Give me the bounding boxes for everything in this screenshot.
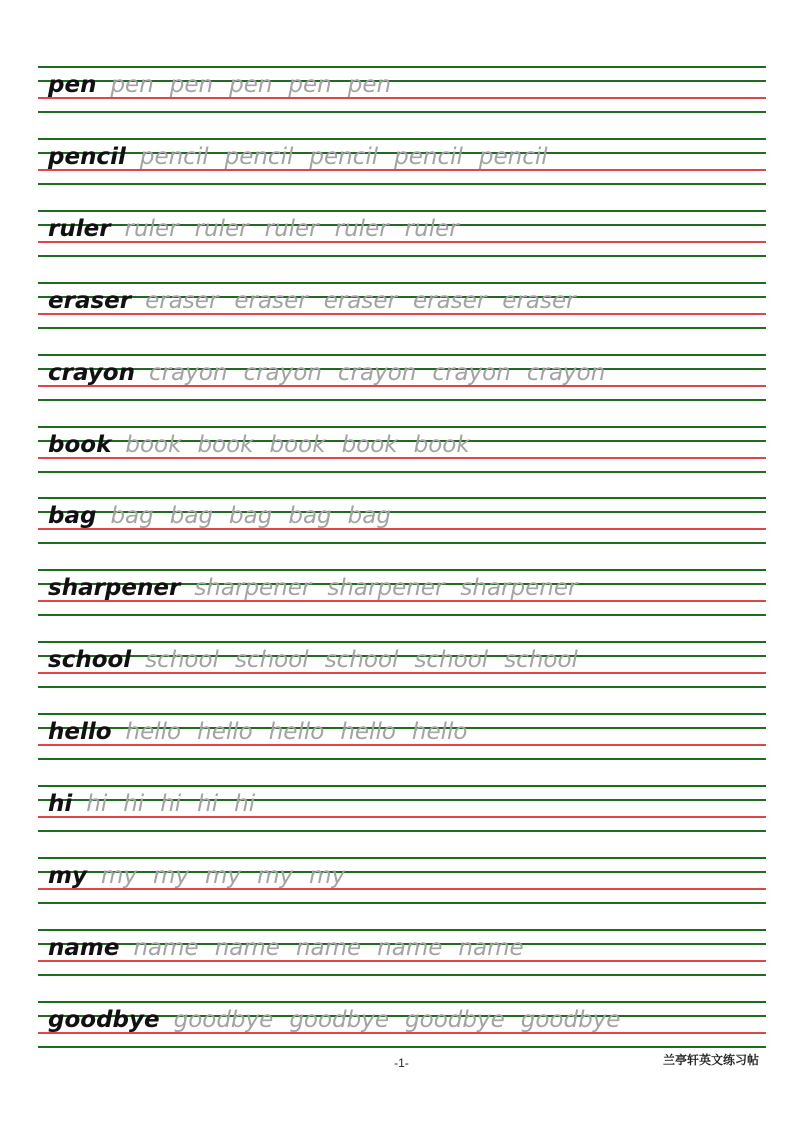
trace-word: ruler bbox=[404, 216, 459, 242]
bottom-guide-line bbox=[38, 471, 766, 473]
trace-word: ruler bbox=[264, 216, 319, 242]
row-words bbox=[48, 789, 271, 819]
practice-row bbox=[38, 497, 766, 545]
trace-word: sharpener bbox=[460, 575, 578, 601]
row-words bbox=[48, 717, 484, 747]
bottom-guide-line bbox=[38, 255, 766, 257]
trace-word: pen bbox=[288, 72, 332, 98]
trace-word: hello bbox=[197, 719, 253, 745]
trace-word: bag bbox=[288, 503, 332, 529]
top-guide-line bbox=[38, 641, 766, 643]
model-word: crayon bbox=[48, 360, 135, 386]
trace-word: bag bbox=[169, 503, 214, 529]
trace-word: pencil bbox=[139, 144, 209, 170]
trace-word: hi bbox=[86, 791, 108, 817]
trace-word: goodbye bbox=[520, 1007, 621, 1033]
model-word: book bbox=[48, 432, 112, 458]
trace-word: name bbox=[214, 935, 280, 961]
top-guide-line bbox=[38, 354, 766, 356]
model-word: bag bbox=[48, 503, 97, 529]
model-word: school bbox=[48, 647, 132, 673]
bottom-guide-line bbox=[38, 183, 766, 185]
top-guide-line bbox=[38, 138, 766, 140]
model-word: hi bbox=[48, 791, 73, 817]
trace-word: book bbox=[197, 432, 254, 458]
trace-word: crayon bbox=[243, 360, 322, 386]
row-words bbox=[48, 645, 594, 675]
trace-word: my bbox=[153, 863, 190, 889]
trace-word: hello bbox=[411, 719, 468, 745]
trace-word: sharpener bbox=[194, 575, 312, 601]
page-number: -1- bbox=[394, 1056, 409, 1070]
trace-word: pen bbox=[169, 72, 214, 98]
practice-row bbox=[38, 857, 766, 905]
trace-word: crayon bbox=[148, 360, 228, 386]
trace-word: ruler bbox=[124, 216, 179, 242]
trace-word: name bbox=[377, 935, 443, 961]
trace-word: pen bbox=[229, 72, 273, 98]
trace-word: book bbox=[413, 432, 470, 458]
practice-row bbox=[38, 66, 766, 114]
model-word: hello bbox=[48, 719, 112, 745]
bottom-guide-line bbox=[38, 399, 766, 401]
top-guide-line bbox=[38, 785, 766, 787]
bottom-guide-line bbox=[38, 974, 766, 976]
trace-word: hello bbox=[340, 719, 396, 745]
top-guide-line bbox=[38, 210, 766, 212]
trace-word: name bbox=[295, 935, 362, 961]
trace-word: bag bbox=[347, 503, 391, 529]
brand-label: 兰亭轩英文练习帖 bbox=[662, 1053, 759, 1067]
trace-word: pencil bbox=[394, 144, 463, 170]
trace-word: bag bbox=[110, 503, 154, 529]
row-words bbox=[48, 70, 407, 100]
bottom-guide-line bbox=[38, 542, 766, 544]
bottom-guide-line bbox=[38, 830, 766, 832]
trace-word: pen bbox=[110, 72, 154, 98]
trace-word: book bbox=[125, 432, 182, 458]
row-words bbox=[48, 501, 407, 531]
trace-word: eraser bbox=[323, 288, 397, 314]
trace-word: bag bbox=[229, 503, 273, 529]
model-word: name bbox=[48, 935, 120, 961]
trace-word: hello bbox=[125, 719, 182, 745]
row-words bbox=[48, 358, 621, 388]
trace-word: pencil bbox=[478, 144, 548, 170]
model-word: sharpener bbox=[48, 575, 181, 601]
trace-word: school bbox=[234, 647, 309, 673]
row-words bbox=[48, 1005, 636, 1035]
practice-row bbox=[38, 929, 766, 977]
trace-word: name bbox=[458, 935, 524, 961]
trace-word: school bbox=[504, 647, 578, 673]
trace-word: book bbox=[341, 432, 398, 458]
top-guide-line bbox=[38, 1001, 766, 1003]
trace-word: pen bbox=[347, 72, 392, 98]
trace-word: my bbox=[309, 863, 346, 889]
row-words bbox=[48, 142, 564, 172]
practice-row bbox=[38, 1001, 766, 1049]
top-guide-line bbox=[38, 497, 766, 499]
top-guide-line bbox=[38, 426, 766, 428]
trace-word: pencil bbox=[309, 144, 379, 170]
practice-row bbox=[38, 138, 766, 186]
practice-row bbox=[38, 282, 766, 330]
row-words bbox=[48, 430, 486, 460]
top-guide-line bbox=[38, 929, 766, 931]
top-guide-line bbox=[38, 857, 766, 859]
trace-word: hi bbox=[234, 791, 256, 817]
model-word: my bbox=[48, 863, 87, 889]
trace-word: my bbox=[100, 863, 137, 889]
model-word: ruler bbox=[48, 216, 111, 242]
trace-word: crayon bbox=[337, 360, 417, 386]
model-word: pen bbox=[48, 72, 97, 98]
trace-word: pencil bbox=[224, 144, 294, 170]
practice-row bbox=[38, 354, 766, 402]
top-guide-line bbox=[38, 569, 766, 571]
trace-word: ruler bbox=[194, 216, 249, 242]
row-words bbox=[48, 861, 361, 891]
bottom-guide-line bbox=[38, 686, 766, 688]
bottom-guide-line bbox=[38, 327, 766, 329]
bottom-guide-line bbox=[38, 758, 766, 760]
model-word: goodbye bbox=[48, 1007, 160, 1033]
trace-word: school bbox=[145, 647, 219, 673]
practice-row bbox=[38, 641, 766, 689]
trace-word: goodbye bbox=[405, 1007, 505, 1033]
trace-word: hello bbox=[268, 719, 325, 745]
row-words bbox=[48, 214, 475, 244]
top-guide-line bbox=[38, 282, 766, 284]
trace-word: goodbye bbox=[173, 1007, 274, 1033]
trace-word: eraser bbox=[502, 288, 576, 314]
top-guide-line bbox=[38, 713, 766, 715]
trace-word: ruler bbox=[334, 216, 389, 242]
bottom-guide-line bbox=[38, 902, 766, 904]
model-word: pencil bbox=[48, 144, 126, 170]
practice-row bbox=[38, 210, 766, 258]
bottom-guide-line bbox=[38, 614, 766, 616]
trace-word: eraser bbox=[234, 288, 308, 314]
trace-word: eraser bbox=[413, 288, 487, 314]
trace-word: school bbox=[324, 647, 399, 673]
model-word: eraser bbox=[48, 288, 132, 314]
row-words bbox=[48, 573, 593, 603]
trace-word: crayon bbox=[526, 360, 606, 386]
bottom-guide-line bbox=[38, 1046, 766, 1048]
row-words bbox=[48, 286, 592, 316]
bottom-guide-line bbox=[38, 111, 766, 113]
practice-row bbox=[38, 569, 766, 617]
top-guide-line bbox=[38, 66, 766, 68]
practice-row bbox=[38, 785, 766, 833]
trace-word: hi bbox=[197, 791, 219, 817]
trace-word: sharpener bbox=[327, 575, 445, 601]
trace-word: goodbye bbox=[289, 1007, 390, 1033]
trace-word: hi bbox=[160, 791, 182, 817]
trace-word: book bbox=[269, 432, 326, 458]
trace-word: name bbox=[133, 935, 199, 961]
trace-word: crayon bbox=[432, 360, 511, 386]
row-words bbox=[48, 933, 540, 963]
practice-row bbox=[38, 713, 766, 761]
trace-word: hi bbox=[123, 791, 145, 817]
trace-word: eraser bbox=[145, 288, 219, 314]
trace-word: my bbox=[205, 863, 242, 889]
trace-word: my bbox=[257, 863, 294, 889]
trace-word: school bbox=[414, 647, 489, 673]
practice-row bbox=[38, 426, 766, 474]
